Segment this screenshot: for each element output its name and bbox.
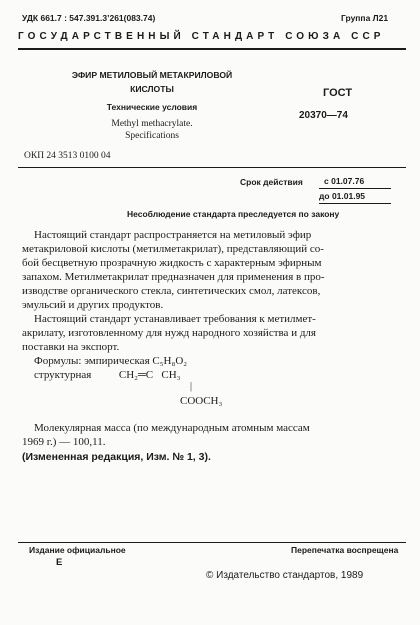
header-divider xyxy=(18,48,406,50)
reprint-notice: Перепечатка воспрещена xyxy=(291,545,399,555)
validity-underline xyxy=(319,203,391,204)
gost-label: ГОСТ xyxy=(323,87,353,99)
standard-title-line: ЭФИР МЕТИЛОВЫЙ МЕТАКРИЛОВОЙ xyxy=(71,70,233,80)
english-title-line: Methyl methacrylate. xyxy=(111,119,193,129)
empirical-formula-line: Формулы: эмпирическая C₅H₈O₂ xyxy=(34,355,188,367)
okp-code: ОКП 24 3513 0100 04 xyxy=(24,151,111,161)
structural-formula-line: структурная CH₂═C CH₃ xyxy=(34,369,181,381)
state-standard-heading: ГОСУДАРСТВЕННЫЙ СТАНДАРТ СОЮЗА ССР xyxy=(18,31,385,42)
molar-mass-line: Молекулярная масса (по международным атомным массам xyxy=(34,422,310,434)
standard-title-line: КИСЛОТЫ xyxy=(130,84,174,94)
body-line: изводстве органического стекла, синтетических смол, латексов, xyxy=(22,285,321,297)
body-line: бой бесцветную прозрачную жидкость с характерным эфирным xyxy=(22,257,322,269)
publisher-line: © Издательство стандартов, 1989 xyxy=(206,570,364,581)
standard-title xyxy=(70,68,234,96)
body-line: эмульсий и других продуктов. xyxy=(22,299,164,311)
udk-code: УДК 661.7 : 547.391.3’261(083.74) xyxy=(22,13,156,23)
body-line: запахом. Метилметакрилат предназначен для применения в про- xyxy=(22,271,325,283)
standard-title-english xyxy=(82,118,222,142)
structural-formula-bond: | xyxy=(190,381,193,392)
body-line: поставки на экспорт. xyxy=(22,341,120,353)
english-title-line: Specifications xyxy=(125,131,179,141)
body-line: метакриловой кислоты (метилметакрилат), представляющий со- xyxy=(22,243,324,255)
amendment-note: (Измененная редакция, Изм. № 1, 3). xyxy=(22,451,211,463)
legal-notice: Несоблюдение стандарта преследуется по закону xyxy=(127,209,340,219)
group-code: Группа Л21 xyxy=(341,13,389,23)
validity-label: Срок действия xyxy=(240,177,303,187)
body-line: Настоящий стандарт распространяется на метиловый эфир xyxy=(34,229,312,241)
title-divider xyxy=(18,167,406,168)
edition-label: Издание официальное xyxy=(29,545,126,555)
molar-mass-line: 1969 г.) — 100,11. xyxy=(22,436,106,448)
footer-divider xyxy=(18,542,406,543)
validity-from: с 01.07.76 xyxy=(324,176,365,186)
gost-number: 20370—74 xyxy=(299,110,348,121)
body-line: Настоящий стандарт устанавливает требования к метилмет- xyxy=(34,313,316,325)
validity-to: до 01.01.95 xyxy=(319,191,366,201)
validity-underline xyxy=(319,188,391,189)
structural-formula-group: COOCH₃ xyxy=(180,395,223,407)
standard-subtitle: Технические условия xyxy=(106,102,198,112)
edition-letter: E xyxy=(56,557,63,568)
body-line: акрилату, изготовленному для нужд народного хозяйства и для xyxy=(22,327,316,339)
